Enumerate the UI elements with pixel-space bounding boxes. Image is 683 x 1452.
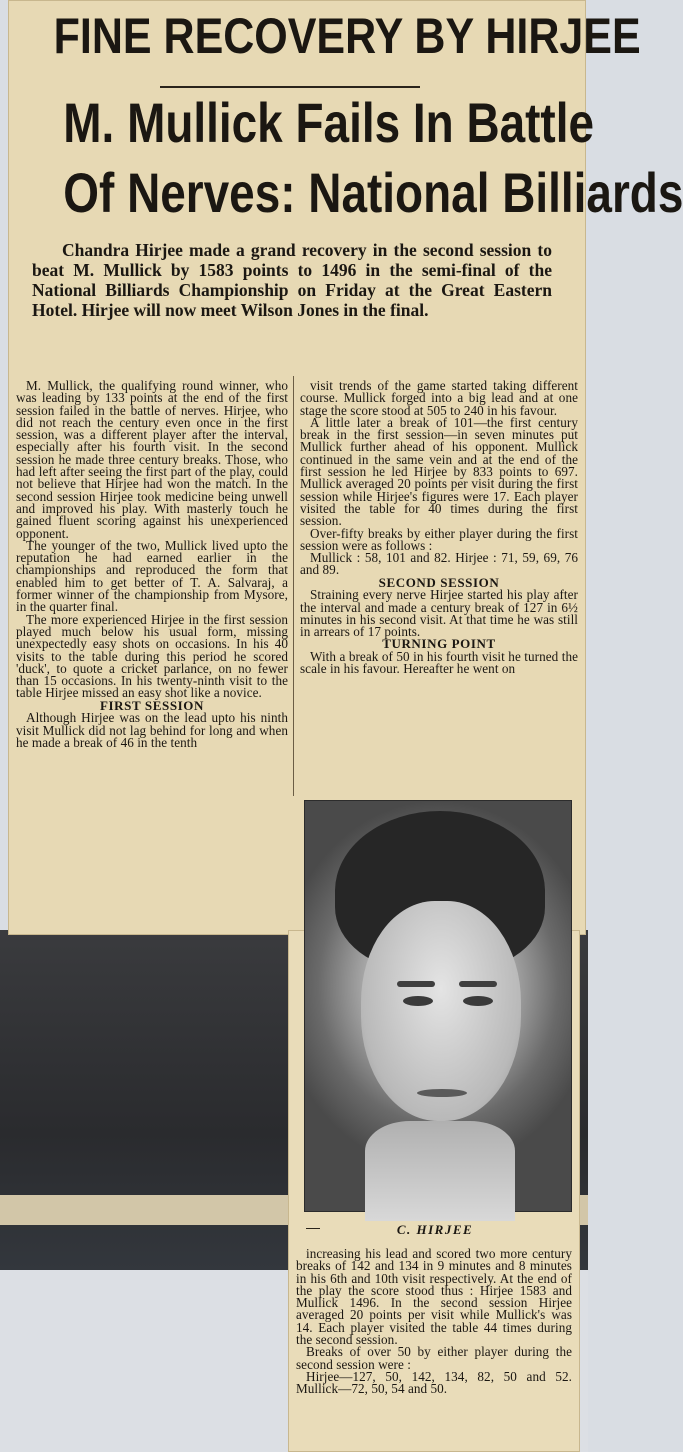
subheadline-line-1: M. Mullick Fails In Battle bbox=[63, 91, 595, 154]
photo-brow-right bbox=[459, 981, 497, 987]
section-heading-second-session: SECOND SESSION bbox=[378, 574, 500, 590]
subheadline-line-2: Of Nerves: National Billiards bbox=[63, 161, 683, 224]
paragraph: Breaks of over 50 by either player during the second session were : bbox=[296, 1344, 572, 1372]
paragraph: Straining every nerve Hirjee started his play after the interval and made a century break of 127 in 6½ minutes in his second visit. At that time he was still in arrears of 17 points. bbox=[300, 587, 578, 640]
paragraph: Although Hirjee was on the lead upto his ninth visit Mullick did not lag behind for long and when he made a break of 46 in the tenth bbox=[16, 710, 288, 750]
article-column-continued bbox=[296, 1248, 572, 1396]
paragraph: M. Mullick, the qualifying round winner, who was leading by 133 points at the end of the first session failed in the battle of nerves. Hirjee, who did not reach the century even once in the first session, was a different player after the interval, especially after his fourth visit. In the second session he made three century breaks. Those, who had left after seeing the first part of the play, could not believe that Hirjee had won the match. In the second session Hirjee took medicine being unwell and improved his play. With masterly touch he gained fluent scoring against his unexperienced opponent. bbox=[16, 378, 288, 541]
headline: FINE RECOVERY BY HIRJEE bbox=[53, 8, 641, 64]
photo-mouth bbox=[417, 1089, 467, 1097]
paragraph: visit trends of the game started taking different course. Mullick forged into a big lead and at one stage the score stood at 505 to 240 in his favour. bbox=[300, 378, 578, 418]
paragraph: The younger of the two, Mullick lived upto the reputation he had earned earlier in the championships and reproduced the form that enabled him to get better of T. A. Salvaraj, a former winner of the championship from Mysore, in the quarter final. bbox=[16, 537, 288, 615]
paragraph: Over-fifty breaks by either player during the first session were as follows : bbox=[300, 525, 578, 553]
subheadline bbox=[63, 88, 683, 228]
paragraph: Hirjee—127, 50, 142, 134, 82, 50 and 52. Mullick—72, 50, 54 and 50. bbox=[296, 1368, 572, 1397]
paragraph: A little later a break of 101—the first century break in the first session—in seven minutes put Mullick further ahead of his opponent. Mullick continued in the same vein and at the end of the first session he led Hirjee by 833 points to 697. Mullick averaged 20 points per visit during the first session while Hirjee's figures were 17. Each player visited the table for 40 times during the first session. bbox=[300, 414, 578, 529]
photo-eye-right bbox=[463, 996, 493, 1006]
photo-face bbox=[361, 901, 521, 1121]
section-heading-turning-point: TURNING POINT bbox=[382, 636, 496, 652]
column-divider bbox=[293, 376, 294, 796]
article-column-left bbox=[16, 380, 288, 749]
photo-brow-left bbox=[397, 981, 435, 987]
intro-paragraph: Chandra Hirjee made a grand recovery in the second session to beat M. Mullick by 1583 points to 1496 in the semi-final of the National Billiards Championship on Friday at the Great Eastern Hotel. Hirjee will now meet Wilson Jones in the final. bbox=[32, 240, 552, 320]
photo-eye-left bbox=[403, 996, 433, 1006]
paragraph: With a break of 50 in his fourth visit he turned the scale in his favour. Hereafter he went on bbox=[300, 648, 578, 677]
photo-neck bbox=[365, 1121, 515, 1221]
photo-caption: C. HIRJEE bbox=[396, 1222, 474, 1237]
paragraph: increasing his lead and scored two more century breaks of 142 and 134 in 9 minutes and 8 minutes in his 6th and 10th visit respectively. At the end of the play the score stood thus : Hirjee 1583 and Mullick 1496. In the second session Hirjee averaged 20 points per visit while Mullick's was 14. Each player visited the table 44 times during the second session. bbox=[296, 1246, 572, 1348]
paragraph: The more experienced Hirjee in the first session played much below his usual form, missing unexpectedly easy shots on occasions. In his 40 visits to the table during this period he scored 'duck', to quote a cricket parlance, on no fewer than 15 occasions. In his twenty-ninth visit to the table Hirjee missed an easy shot like a novice. bbox=[16, 611, 288, 701]
portrait-photo-icon bbox=[304, 800, 572, 1212]
section-heading-first-session: FIRST SESSION bbox=[99, 697, 205, 713]
article-column-right bbox=[300, 380, 578, 676]
paragraph: Mullick : 58, 101 and 82. Hirjee : 71, 59, 69, 76 and 89. bbox=[300, 550, 578, 578]
